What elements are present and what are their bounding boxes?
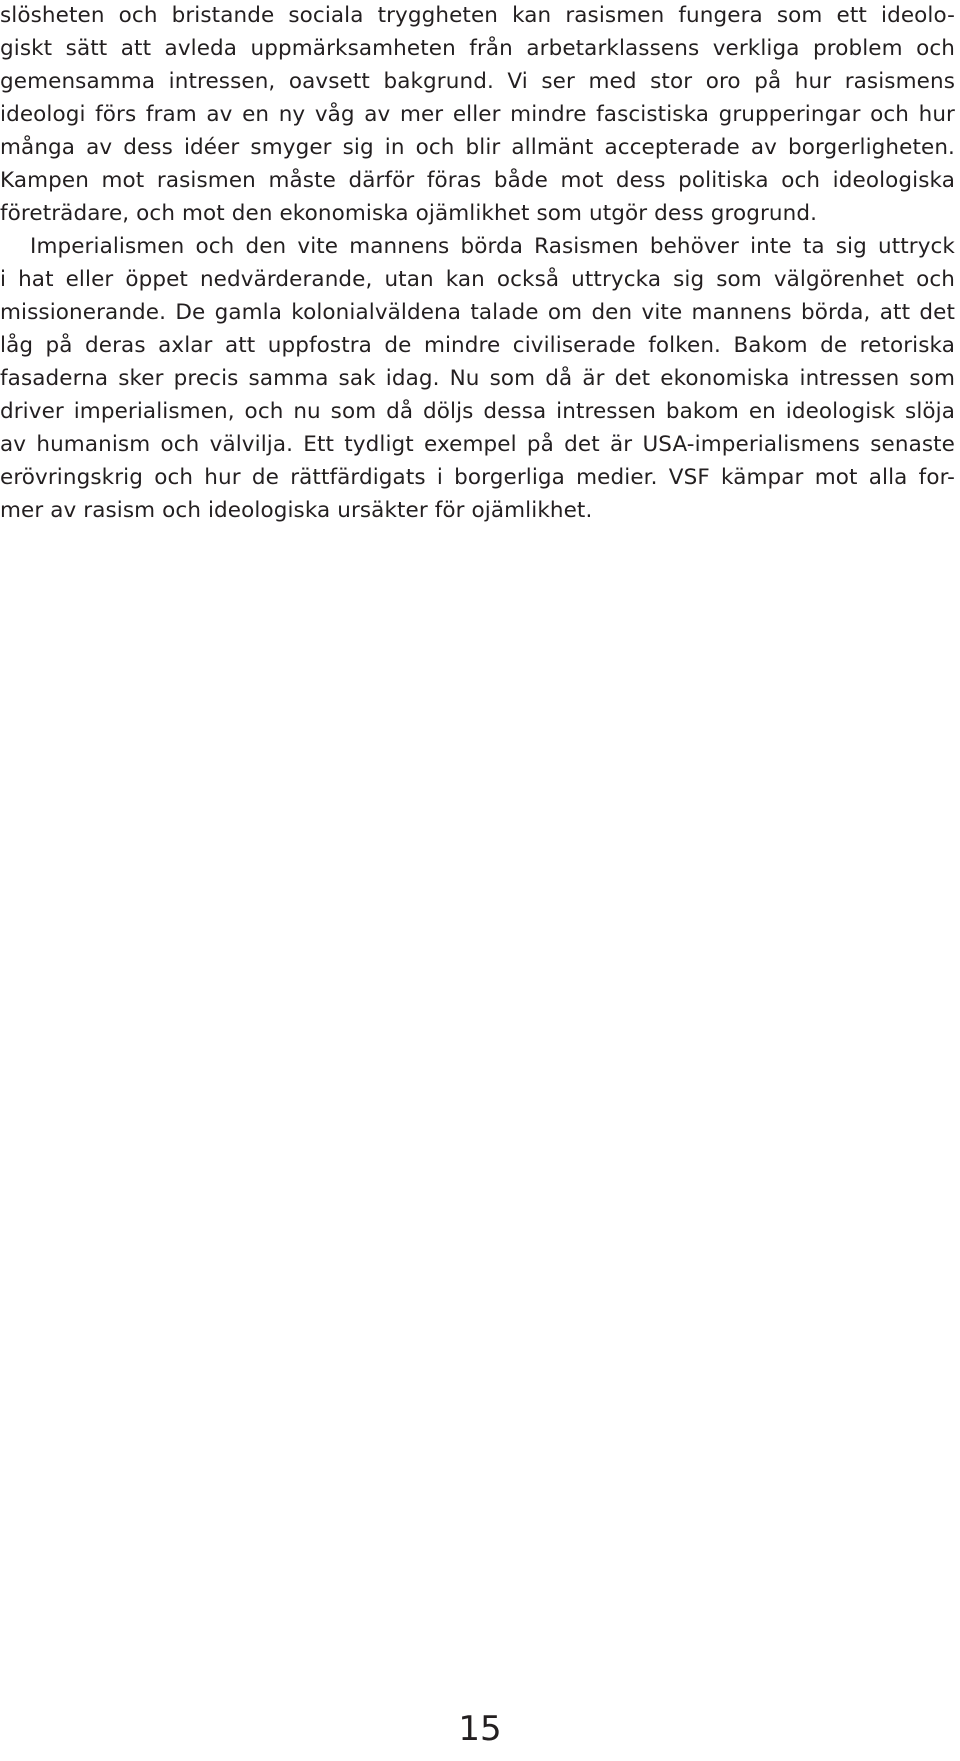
text-line: mer av rasism och ideologiska ursäkter för ojämlikhet. (0, 498, 593, 523)
text-line: gemensamma intressen, oavsett bakgrund. Vi ser med stor oro på hur rasismens (0, 69, 955, 94)
text-line: Imperialismen och den vite mannens börda Rasismen behöver inte ta sig uttryck (30, 234, 955, 259)
text-line: erövringskrig och hur de rättfärdigats i borgerliga medier. VSF kämpar mot alla for- (0, 465, 955, 490)
text-line: många av dess idéer smyger sig in och blir allmänt accepterade av borgerligheten. (0, 135, 955, 160)
text-line: låg på deras axlar att uppfostra de mindre civiliserade folken. Bakom de retoriska (0, 333, 955, 358)
text-line: i hat eller öppet nedvärderande, utan kan också uttrycka sig som välgörenhet och (0, 267, 955, 292)
text-line: Kampen mot rasismen måste därför föras både mot dess politiska och ideologiska (0, 168, 955, 193)
text-line: driver imperialismen, och nu som då döljs dessa intressen bakom en ideologisk slöja (0, 399, 955, 424)
text-line: missionerande. De gamla kolonialväldena talade om den vite mannens börda, att det (0, 300, 955, 325)
text-line: giskt sätt att avleda uppmärksamheten från arbetarklassens verkliga problem och (0, 36, 955, 61)
text-line: företrädare, och mot den ekonomiska ojämlikhet som utgör dess grogrund. (0, 201, 818, 226)
text-line: slösheten och bristande sociala tryggheten kan rasismen fungera som ett ideolo- (0, 3, 955, 28)
text-line: av humanism och välvilja. Ett tydligt exempel på det är USA-imperialismens senaste (0, 432, 955, 457)
text-line: ideologi förs fram av en ny våg av mer eller mindre fascistiska grupperingar och hur (0, 102, 955, 127)
text-line: fasaderna sker precis samma sak idag. Nu som då är det ekonomiska intressen som (0, 366, 955, 391)
page-number: 15 (458, 1709, 502, 1749)
